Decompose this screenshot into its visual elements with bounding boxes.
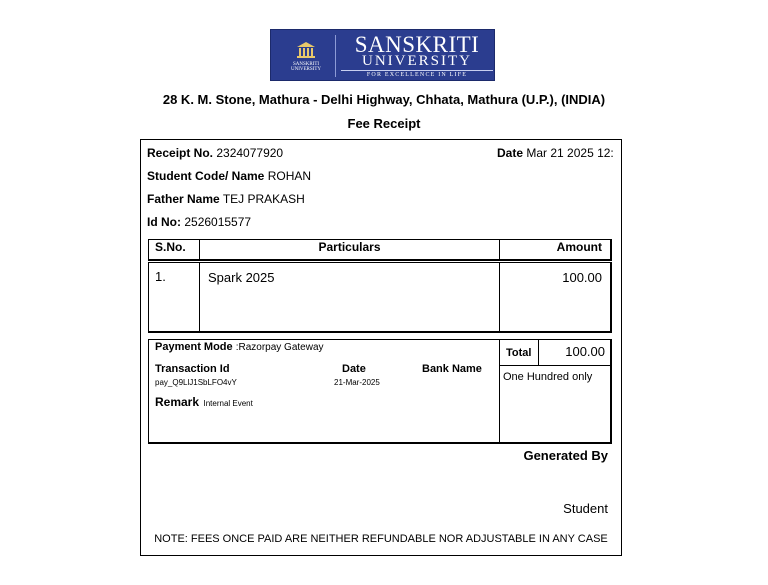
amount-in-words: One Hundred only bbox=[503, 371, 593, 383]
txn-label: Transaction Id bbox=[155, 363, 230, 375]
receipt-no-row bbox=[147, 146, 283, 160]
total-box bbox=[500, 340, 611, 366]
row-particulars: Spark 2025 bbox=[208, 270, 275, 285]
university-address: 28 K. M. Stone, Mathura - Delhi Highway, Chhata, Mathura (U.P.), (INDIA) bbox=[162, 92, 606, 107]
generated-by-label: Generated By bbox=[523, 448, 608, 463]
father-label: Father Name bbox=[147, 192, 220, 206]
payment-date: 21-Mar-2025 bbox=[334, 378, 380, 387]
date-row bbox=[497, 146, 615, 160]
id-row bbox=[147, 215, 251, 229]
row-amount: 100.00 bbox=[562, 270, 602, 285]
student-label: Student Code/ Name bbox=[147, 169, 265, 183]
txn-id: pay_Q9LlJ1SbLFO4vY bbox=[155, 378, 237, 387]
header-particulars: Particulars bbox=[318, 240, 381, 254]
university-logo bbox=[270, 29, 495, 81]
logo-line-1: SANSKRITI bbox=[354, 32, 480, 57]
row-sno: 1. bbox=[155, 269, 166, 284]
payment-date-label: Date bbox=[342, 363, 366, 375]
remark-value: Internal Event bbox=[203, 399, 253, 408]
receipt-no-value: 2324077920 bbox=[216, 146, 284, 160]
refund-note: NOTE: FEES ONCE PAID ARE NEITHER REFUNDABLE NOR ADJUSTABLE IN ANY CASE bbox=[154, 533, 608, 545]
total-value: 100.00 bbox=[565, 344, 605, 359]
bank-label: Bank Name bbox=[422, 363, 482, 375]
header-sno: S.No. bbox=[155, 240, 186, 254]
payment-mode-value: :Razorpay Gateway bbox=[235, 342, 324, 353]
emblem-text-1: SANSKRITI bbox=[292, 62, 320, 67]
date-value: Mar 21 2025 12: bbox=[526, 146, 614, 160]
table-header bbox=[148, 239, 612, 261]
logo-line-2: UNIVERSITY bbox=[362, 53, 472, 69]
id-value: 2526015577 bbox=[184, 215, 252, 229]
receipt-no-label: Receipt No. bbox=[147, 146, 214, 160]
emblem-text-2: UNIVERSITY bbox=[291, 67, 321, 72]
remark-row bbox=[155, 393, 253, 411]
student-row bbox=[147, 169, 311, 183]
father-row bbox=[147, 192, 305, 206]
logo-tagline: FOR EXCELLENCE IN LIFE bbox=[341, 70, 493, 79]
student-name: ROHAN bbox=[267, 169, 312, 183]
page-title: Fee Receipt bbox=[347, 116, 421, 131]
payment-mode-row bbox=[155, 341, 324, 353]
building-icon bbox=[296, 40, 316, 60]
university-emblem bbox=[277, 35, 336, 77]
date-label: Date bbox=[497, 146, 524, 160]
father-name: TEJ PRAKASH bbox=[222, 192, 305, 206]
table-row bbox=[148, 262, 612, 333]
id-label: Id No: bbox=[147, 215, 181, 229]
payment-mode-label: Payment Mode bbox=[155, 341, 233, 353]
generated-by-value: Student bbox=[563, 501, 608, 516]
header-amount: Amount bbox=[556, 240, 602, 254]
remark-label: Remark bbox=[155, 395, 200, 409]
payment-section bbox=[148, 339, 612, 444]
total-label: Total bbox=[506, 347, 532, 359]
